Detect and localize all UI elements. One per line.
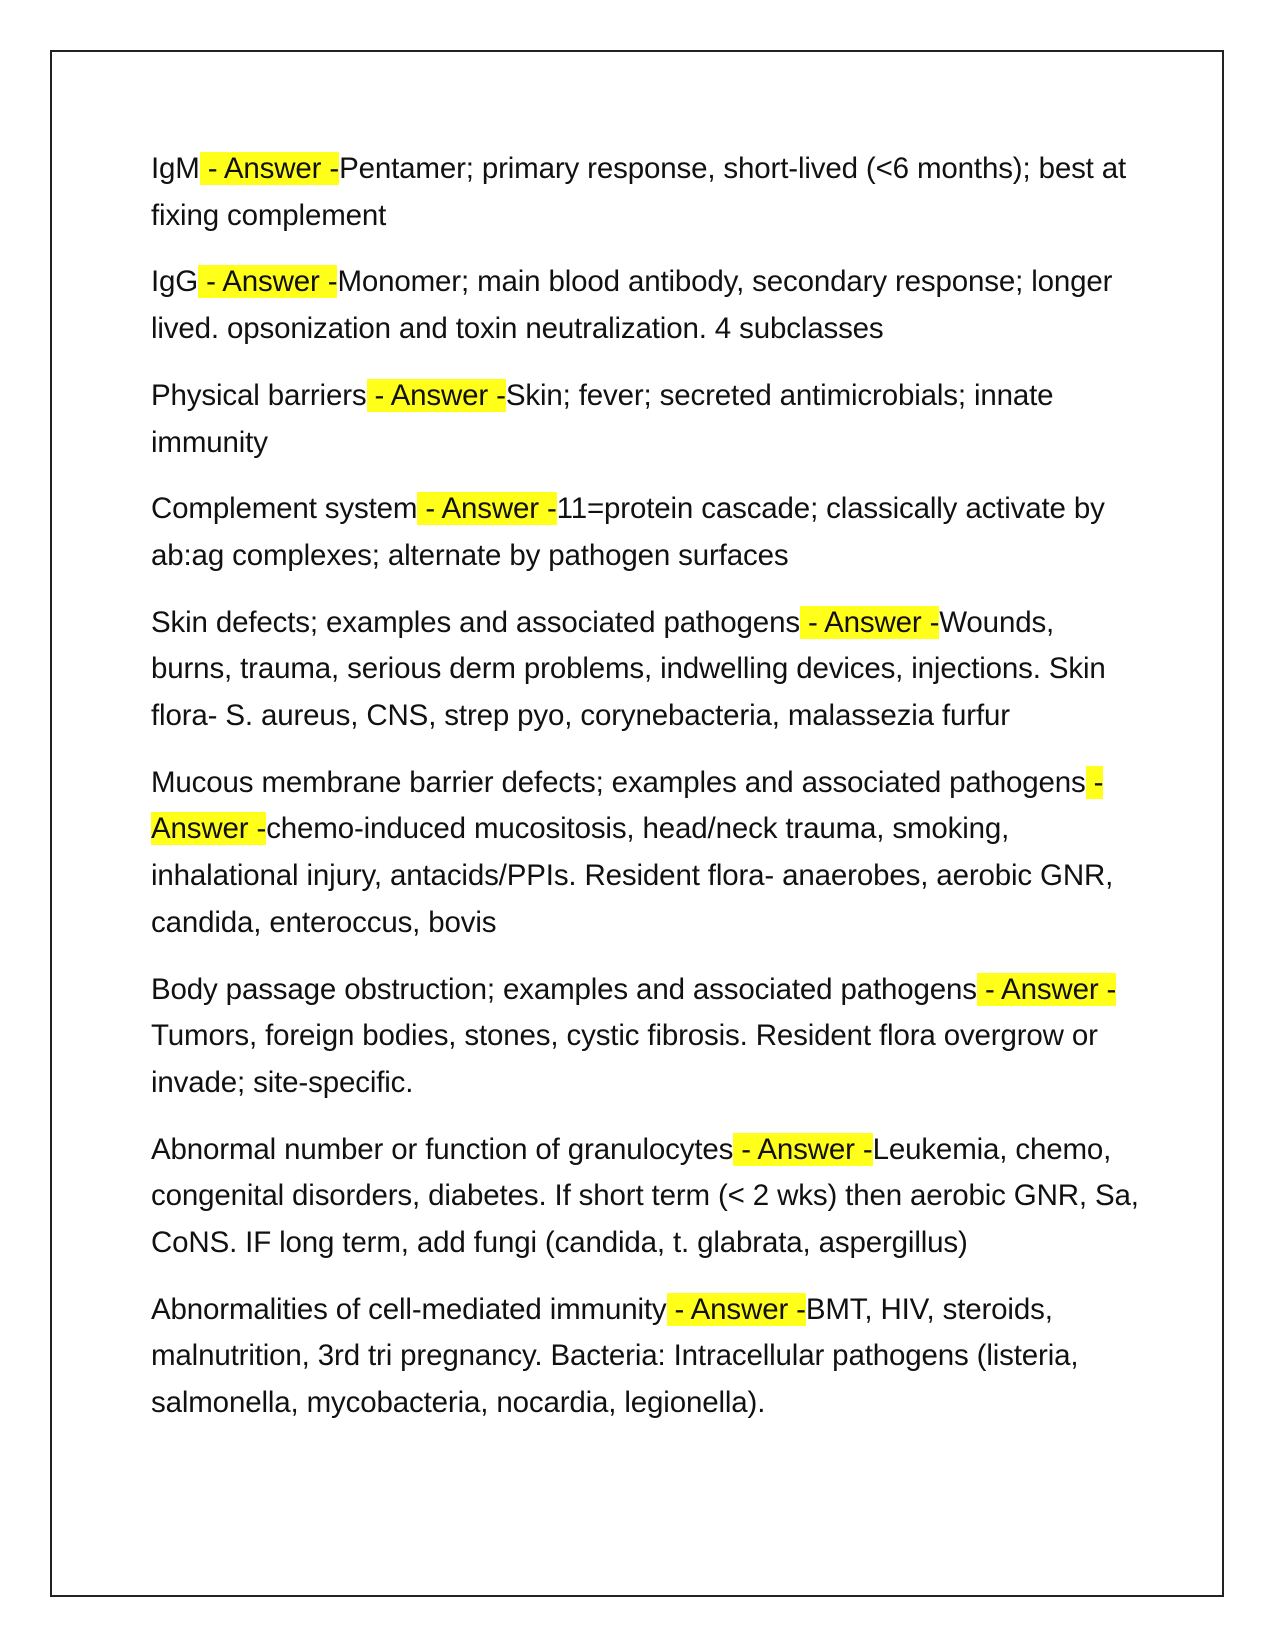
answer-separator: - Answer - <box>151 765 1104 846</box>
qa-entry <box>151 146 1141 239</box>
answer-separator: - Answer - <box>199 152 340 185</box>
entry-term: Physical barriers <box>151 378 367 412</box>
answer-separator: - Answer - <box>666 1292 806 1326</box>
document-body <box>151 146 1141 1447</box>
entry-answer: BMT, HIV, steroids, malnutrition, 3rd tri pregnancy. Bacteria: Intracellular pathogens (listeria, salmonella, mycobacteria, nocardia, legionella). <box>151 1292 1079 1420</box>
qa-entry <box>151 373 1141 466</box>
entry-term: Skin defects; examples and associated pathogens <box>151 605 800 639</box>
qa-entry <box>151 967 1141 1107</box>
answer-separator: - Answer - <box>799 605 940 639</box>
entry-answer: Monomer; main blood antibody, secondary response; longer lived. opsonization and toxin neutralization. 4 subclasses <box>151 265 1113 346</box>
entry-term: Abnormalities of cell-mediated immunity <box>151 1292 667 1326</box>
answer-separator: - Answer - <box>366 378 506 412</box>
entry-term: Abnormal number or function of granulocytes <box>151 1132 734 1166</box>
entry-answer: Leukemia, chemo, congenital disorders, diabetes. If short term (< 2 wks) then aerobic GNR, Sa, CoNS. IF long term, add fungi (candida, t. glabrata, aspergillus) <box>151 1132 1139 1260</box>
entry-term: Body passage obstruction; examples and associated pathogens <box>151 972 977 1006</box>
qa-entry <box>151 1127 1141 1267</box>
qa-entry <box>151 600 1141 740</box>
answer-separator: - Answer - <box>417 492 557 526</box>
entry-term: Mucous membrane barrier defects; examples and associated pathogens <box>151 765 1086 799</box>
entry-answer: Tumors, foreign bodies, stones, cystic fibrosis. Resident flora overgrow or invade; site-specific. <box>151 1019 1098 1099</box>
qa-entry <box>151 760 1141 947</box>
entry-answer: Pentamer; primary response, short-lived (<6 months); best at fixing complement <box>151 152 1127 232</box>
qa-entry <box>151 259 1141 352</box>
answer-separator: - Answer - <box>198 265 338 299</box>
qa-entry <box>151 1287 1141 1427</box>
entry-term: IgG <box>151 265 199 299</box>
answer-separator: - Answer - <box>733 1132 873 1166</box>
entry-answer: 11=protein cascade; classically activate by ab:ag complexes; alternate by pathogen surfaces <box>151 492 1105 572</box>
entry-answer: chemo-induced mucositosis, head/neck trauma, smoking, inhalational injury, antacids/PPIs. Resident flora- anaerobes, aerobic GNR, candida, enteroccus, bovis <box>151 812 1114 939</box>
entry-term: IgM <box>151 152 200 185</box>
entry-answer: Skin; fever; secreted antimicrobials; innate immunity <box>151 378 1054 459</box>
entry-answer: Wounds, burns, trauma, serious derm problems, indwelling devices, injections. Skin flora- S. aureus, CNS, strep pyo, corynebacteria, malassezia furfur <box>151 605 1106 733</box>
qa-entry <box>151 486 1141 579</box>
answer-separator: - Answer - <box>976 972 1117 1006</box>
entry-term: Complement system <box>151 492 418 526</box>
